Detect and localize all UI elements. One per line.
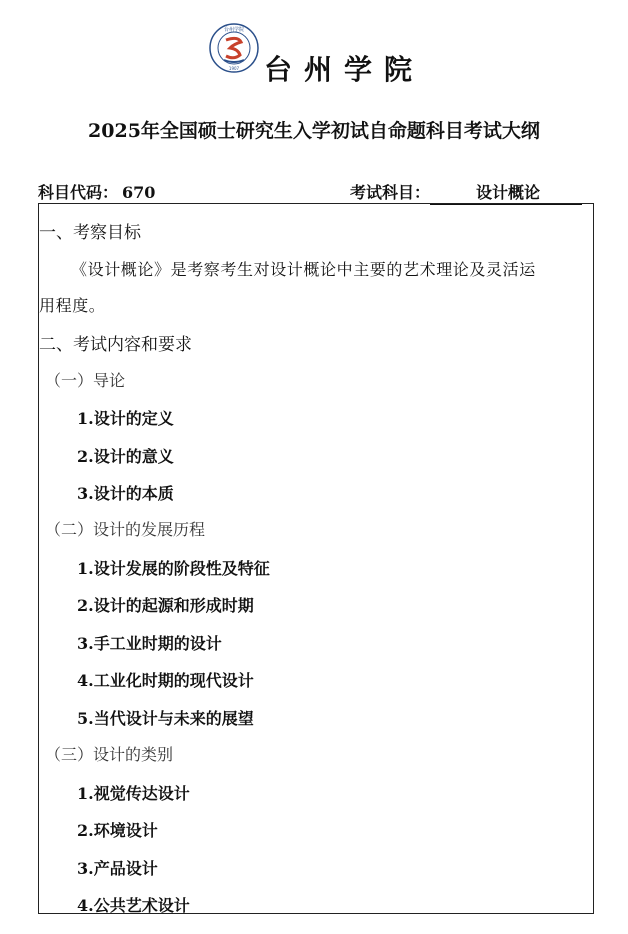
list-item: 5.当代设计与未来的展望 (77, 709, 254, 728)
list-item: 2.设计的意义 (77, 447, 174, 466)
list-item: 2.设计的起源和形成时期 (77, 596, 254, 615)
objectives-paragraph-line2: 用程度。 (39, 296, 106, 315)
subject-code-label: 科目代码： (38, 183, 119, 202)
header (0, 18, 628, 88)
exam-subject-label: 考试科目： (350, 183, 431, 202)
list-item: 4.工业化时期的现代设计 (77, 671, 254, 690)
syllabus-content-box (38, 203, 594, 914)
exam-subject-value: 设计概论 (430, 180, 582, 205)
list-item: 1.设计发展的阶段性及特征 (77, 559, 270, 578)
section-title-content: 二、考试内容和要求 (39, 335, 192, 355)
group-title-intro: （一）导论 (45, 371, 126, 390)
university-name: 台州学院 (264, 53, 425, 86)
list-item: 3.手工业时期的设计 (77, 634, 222, 653)
list-item: 3.产品设计 (77, 859, 158, 878)
list-item: 3.设计的本质 (77, 484, 174, 503)
university-logo-icon (208, 22, 260, 74)
logo-year: 1907 (228, 66, 240, 71)
document-title: 2025年全国硕士研究生入学初试自命题科目考试大纲 (88, 120, 540, 142)
list-item: 2.环境设计 (77, 821, 158, 840)
group-title-categories: （三）设计的类别 (45, 745, 174, 764)
list-item: 4.公共艺术设计 (77, 896, 190, 915)
section-title-objectives: 一、考察目标 (39, 223, 141, 243)
subject-code-value: 670 (118, 183, 206, 204)
exam-subject-field (350, 180, 582, 205)
logo-lettering: 台州学院 (223, 27, 245, 33)
subject-code-field (38, 180, 206, 204)
objectives-paragraph-line1: 《设计概论》是考察考生对设计概论中主要的艺术理论及灵活运 (71, 260, 536, 279)
group-title-history: （二）设计的发展历程 (45, 520, 206, 539)
list-item: 1.设计的定义 (77, 409, 174, 428)
list-item: 1.视觉传达设计 (77, 784, 190, 803)
